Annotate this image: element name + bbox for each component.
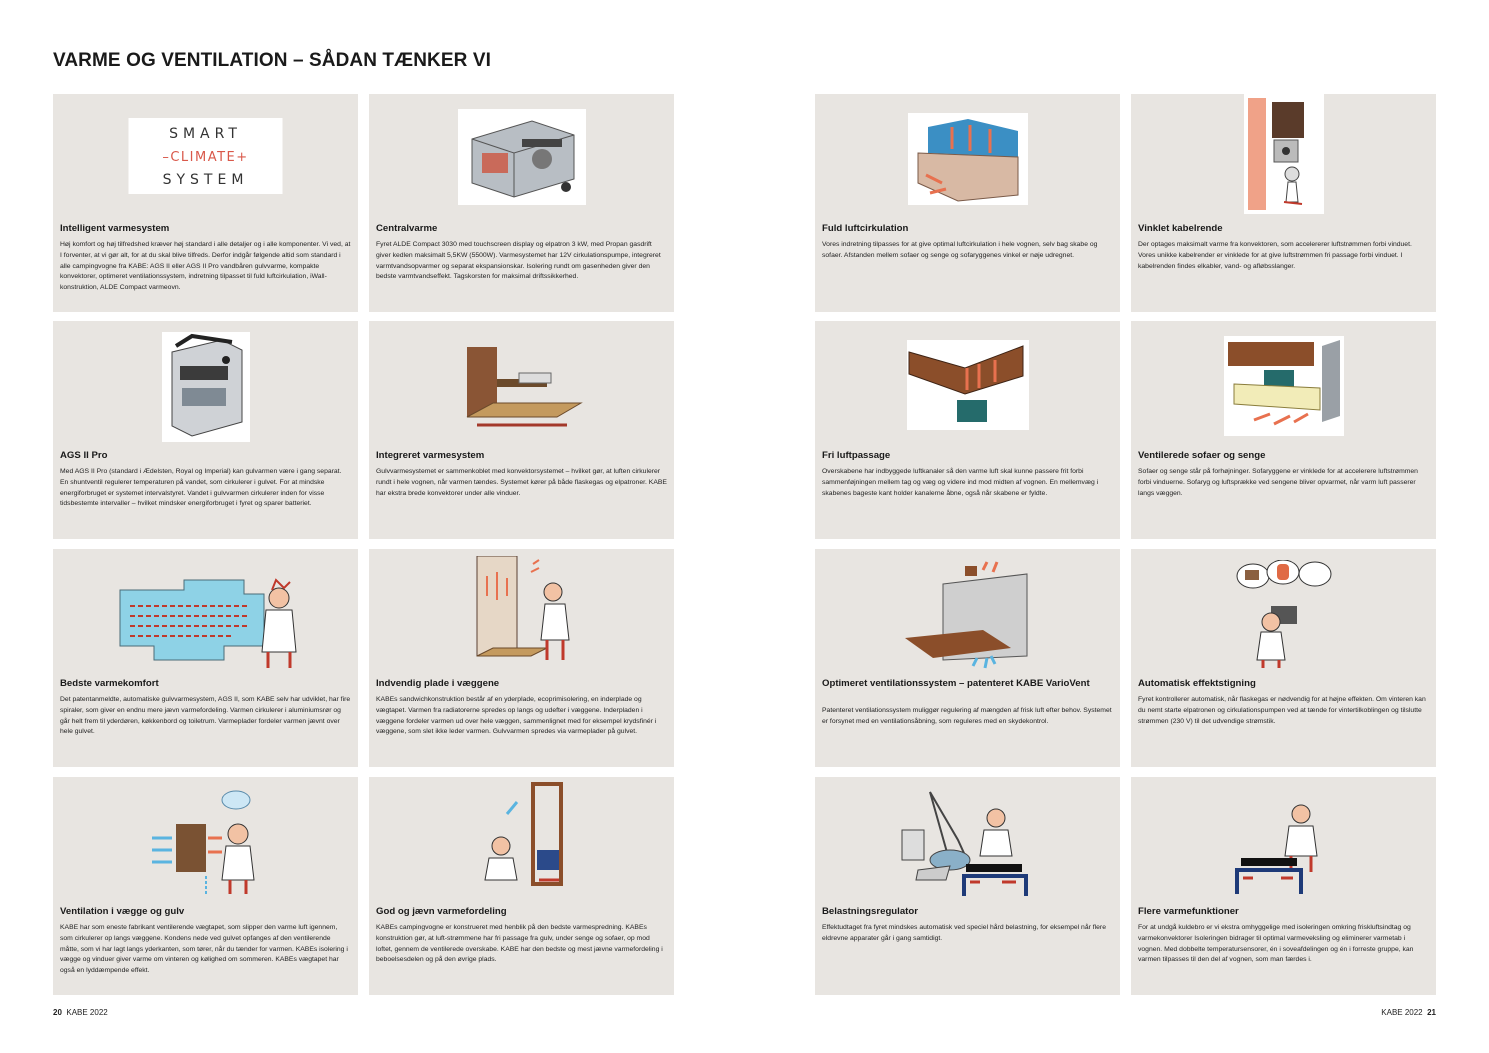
card-text: Vores indretning tilpasses for at give optimal luftcirkulation i hele vognen, selv bag skabe og sofaer. Afstanden mellem sofaer og senge og sofaryggenes vinkel er nøje udregnet. — [822, 241, 1098, 259]
card-flere-varmefunktioner — [1131, 777, 1436, 995]
card-title: Ventilation i vægge og gulv — [60, 906, 185, 917]
card-ventilerede-sofaer — [1131, 321, 1436, 539]
card-text: Overskabene har indbyggede luftkanaler så den varme luft skal kunne passere frit forbi sammenføjningen mellem tag og væg og videre ind mod midten af vognen. En mellemvæg i skabenes bageste kant holder kanalerne åbne, også når skabene er fyldte. — [822, 468, 1099, 497]
overhead-cabinet-illustration — [906, 339, 1030, 431]
footer-right-text: KABE 2022 — [1381, 1008, 1423, 1017]
heater-element-illustration — [1228, 797, 1340, 897]
page-number-right: 21 — [1427, 1008, 1436, 1017]
footer-left-text: KABE 2022 — [66, 1008, 108, 1017]
card-text: Høj komfort og høj tilfredshed kræver høj standard i alle detaljer og i alle komponenter. Vi ved, at I forventer, at vi gør alt, for at du skal blive tilfreds. Derfor indgår følgende altid som standard i alle campingvogne fra KABE: AGS II eller AGS II Pro vandbåren gulvvarme, kompakte konvektorer, optimeret ventilationssystem, indretning tilpasset til fuld luftcirkulation, iWall-konstruktion, ALDE Compact varmeovn. — [60, 241, 351, 292]
card-indvendig-plade — [369, 549, 674, 767]
card-title: Fuld luftcirkulation — [822, 223, 909, 234]
footer-right — [1381, 1008, 1436, 1017]
card-title: God og jævn varmefordeling — [376, 906, 507, 917]
ventilated-sofa-illustration — [1223, 335, 1345, 437]
card-text: Fyret kontrollerer automatisk, når flaskegas er nødvendig for at højne effekten. Om vinteren kan du nemt starte elpatronen og cirkulationspumpen ved at tænde for vintertilkoblingen og tilslutte strømmen (230 V) til det udvendige strømstik. — [1138, 696, 1426, 725]
page-title: VARME OG VENTILATION – SÅDAN TÆNKER VI — [53, 50, 492, 71]
logo-line1: SMART — [169, 126, 242, 142]
appliances-illustration — [897, 785, 1039, 897]
logo-line3: SYSTEM — [162, 172, 249, 188]
card-automatisk-effektstigning — [1131, 549, 1436, 767]
card-vinklet-kabelrende — [1131, 94, 1436, 312]
card-ventilation-vaegge-gulv — [53, 777, 358, 995]
card-jaevn-varmefordeling — [369, 777, 674, 995]
card-title: Fri luftpassage — [822, 450, 891, 461]
floor-heating-illustration — [457, 341, 587, 431]
heater-illustration — [457, 108, 587, 206]
card-title: Ventilerede sofaer og senge — [1138, 450, 1266, 461]
card-fri-luftpassage — [815, 321, 1120, 539]
cable-duct-illustration — [1244, 94, 1324, 214]
heat-distribution-illustration — [476, 779, 568, 891]
smart-climate-logo — [128, 102, 283, 210]
card-text: Det patentanmeldte, automatiske gulvvarmesystem, AGS II, som KABE selv har udviklet, har fire spiraler, som giver en endnu mere jævn varmefordeling. Varmen cirkulerer i aluminiumsrør og går helt frem til yderdøren, køkkenbord og toiletrum. Varmeplader fordeler varmen jævnt over hele gulvet. — [60, 696, 351, 736]
card-text: For at undgå kuldebro er vi ekstra omhyggelige med isoleringen omkring friskluftsindtag og varmekonvektorer Isoleringen bidrager til optimal varmeveksling og eliminerer varmetab i vognen. Med dobbelte temperatursensorer, én i soveafdelingen og én i forreste gruppe, kan varmen tilpasses til den del af vognen, som man færdes i. — [1138, 924, 1414, 964]
footer-left — [53, 1008, 108, 1017]
card-text: Der optages maksimalt varme fra konvektoren, som accelererer luftstrømmen forbi vinduet. Vores unikke kabelrender er vinklede for at give luftstrømmen fri passage forbi vinduet. I kabelrenden findes elkabler, vand- og afløbsslanger. — [1138, 241, 1412, 270]
floor-spiral-illustration — [113, 575, 299, 671]
card-ags-ii-pro — [53, 321, 358, 539]
card-bedste-varmekomfort — [53, 549, 358, 767]
card-fuld-luftcirkulation — [815, 94, 1120, 312]
card-intelligent-varmesystem — [53, 94, 358, 312]
card-title: Indvendig plade i væggene — [376, 678, 500, 689]
wall-ventilation-illustration — [149, 789, 263, 897]
card-text: Patenteret ventilationssystem muliggør regulering af mængden af frisk luft efter behov. Systemet er forsynet med en ventilationsåbning, som reguleres med en skydekontrol. — [822, 707, 1112, 725]
card-title: Centralvarme — [376, 223, 438, 234]
card-text: KABEs campingvogne er konstrueret med henblik på den bedste varmespredning. KABEs konstruktion gør, at luft-strømmene har fri passage fra gulv, under senge og sofaer, op mod loftet, gennem de ventilerede overskabe. KABE har den bedste og mest jævne varmefordeling i beboelsesdelen og på den øvrige plads. — [376, 924, 663, 964]
card-text: Med AGS II Pro (standard i Ædelsten, Royal og Imperial) kan gulvarmen være i gang separat. En shuntventil regulerer temperaturen på vandet, som cirkulerer i gulvet. For at mindske energiforbruget er systemet intervalstyret. Vandet i gulvvarmen cirkulerer inden for visse tidsbestemte intervaller – hvilket mindsker energiforbruget i fyret og sparer batteriet. — [60, 468, 342, 508]
card-text: KABEs sandwichkonstruktion består af en yderplade, ecoprimisolering, en inderplade og vægtapet. Varmen fra radiatorerne spredes op langs og udefter i væggene. Inderpladen i væggene fordeler varmen ud over hele væggen, sammenlignet med for eksempel krydsfinér i væggene, som slet ikke leder varmen. Gulvvarmen spredes via varmeplader på gulvet. — [376, 696, 657, 736]
sofa-airflow-illustration — [907, 112, 1029, 206]
card-text: Sofaer og senge står på forhøjninger. Sofaryggene er vinklede for at accelerere luftstrømmen forbi vinduerne. Sofaryg og luftsprække ved sengene bliver opvarmet, når varm luft passerer langs væggen. — [1138, 468, 1418, 497]
card-title: Vinklet kabelrende — [1138, 223, 1223, 234]
wall-panel-illustration — [470, 555, 574, 673]
card-title: AGS II Pro — [60, 450, 108, 461]
card-title: Automatisk effektstigning — [1138, 678, 1256, 689]
card-title: Belastningsregulator — [822, 906, 918, 917]
card-text: Fyret ALDE Compact 3030 med touchscreen display og elpatron 3 kW, med Propan gasdrift giver kedlen maksimalt 5,5KW (5500W). Varmesystemet har 12V cirkulationspumpe, integreret varmtvandsopvarmer og separat ekspansionskar. Isolering rundt om gasenheden giver den bedste varmtvandseffekt. Tagskorsten for maksimal driftssikkerhed. — [376, 241, 661, 281]
card-text: Effektudtaget fra fyret mindskes automatisk ved speciel hård belastning, for eksempel når flere eldrevne apparater går i gang samtidigt. — [822, 924, 1106, 942]
card-text: Gulvvarmesystemet er sammenkoblet med konvektorsystemet – hvilket gør, at luften cirkulerer rundt i hele vognen, når varmen tændes. Systemet kører på både flaskegas og elpatroner. KABE har ekstra brede konvektorer under alle vinduer. — [376, 468, 667, 497]
variovent-illustration — [902, 559, 1034, 671]
remote-control-illustration — [1234, 559, 1334, 671]
logo-line2: –CLIMATE+ — [162, 150, 249, 165]
card-title: Bedste varmekomfort — [60, 678, 159, 689]
ags-unit-illustration — [161, 331, 251, 443]
card-title: Integreret varmesystem — [376, 450, 485, 461]
card-title: Intelligent varmesystem — [60, 223, 170, 234]
card-title: Flere varmefunktioner — [1138, 906, 1239, 917]
card-integreret-varmesystem — [369, 321, 674, 539]
card-optimeret-ventilation — [815, 549, 1120, 767]
page-number-left: 20 — [53, 1008, 62, 1017]
card-text: KABE har som eneste fabrikant ventilerende vægtapet, som slipper den varme luft igennem, som cirkulerer op langs væggene. Kondens nede ved gulvet opfanges af den ventilerende måtte, som vi har lagt langs yderkanten, som tører, når du tænder for varmen. KABEs isolering i vægge og vinduer giver varme om vinteren og kølighed om sommeren. KABEs vægtapet har også en lyddæmpende effekt. — [60, 924, 348, 975]
card-centralvarme — [369, 94, 674, 312]
card-title: Optimeret ventilationssystem – patenteret KABE VarioVent — [822, 678, 1090, 689]
card-belastningsregulator — [815, 777, 1120, 995]
